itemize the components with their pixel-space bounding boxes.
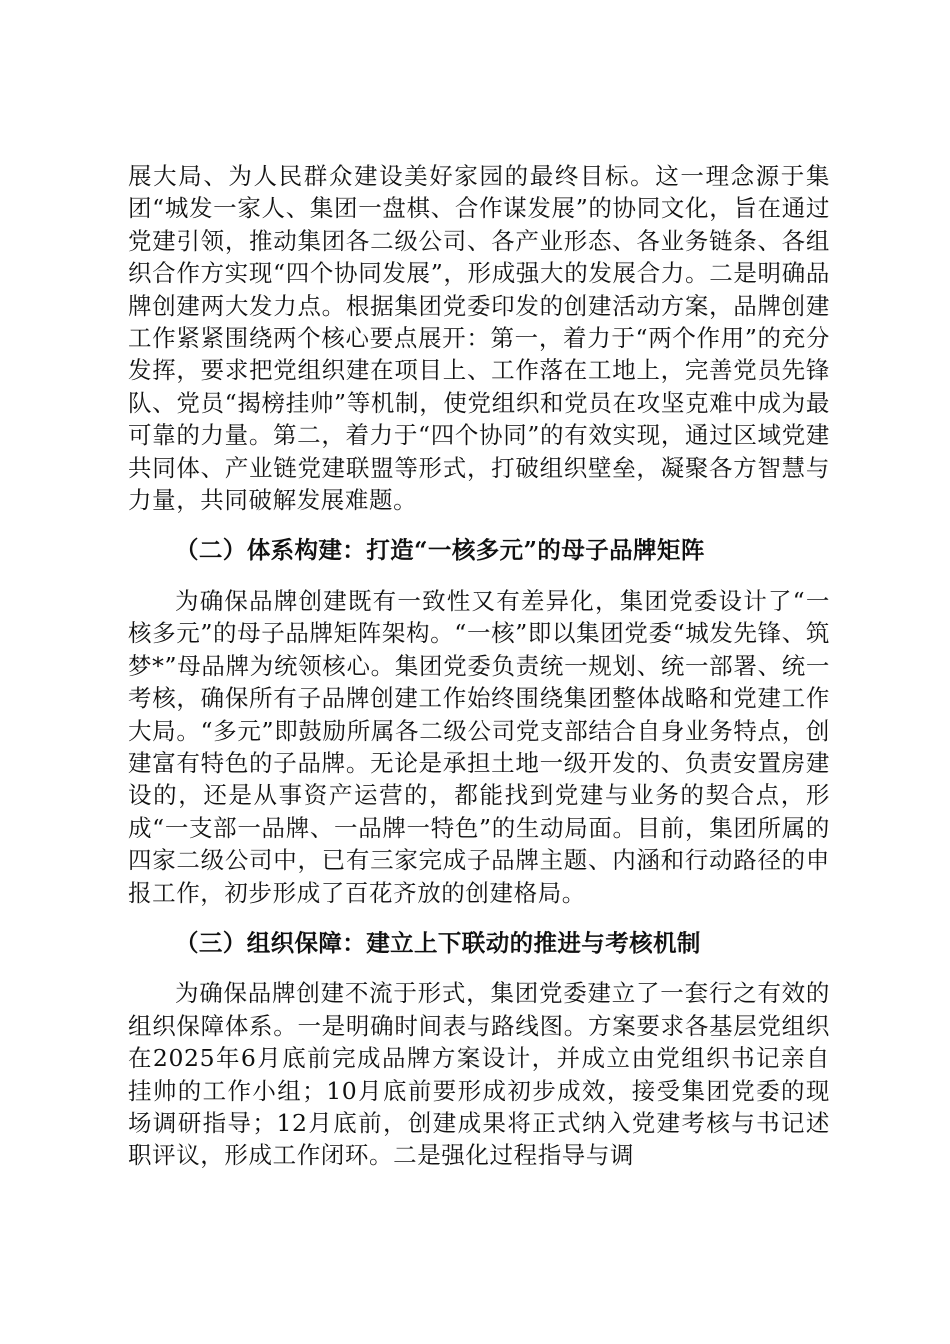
section-heading: （二）体系构建：打造“一核多元”的母子品牌矩阵 [175,536,705,565]
section-heading: （三）组织保障：建立上下联动的推进与考核机制 [175,928,701,957]
document-page [128,160,830,1172]
body-paragraph: 为确保品牌创建既有一致性又有差异化，集团党委设计了“一核多元”的母子品牌矩阵架构。“一核”即以集团党委“城发先锋、筑梦*”母品牌为统领核心。集团党委负责统一规划、统一部署、统一考核，确保所有子品牌创建工作始终围绕集团整体战略和党建工作大局。“多元”即鼓励所属各二级公司党支部结合自身业务特点，创建富有特色的子品牌。无论是承担土地一级开发的、负责安置房建设的，还是从事资产运营的，都能找到党建与业务的契合点，形成“一支部一品牌、一品牌一特色”的生动局面。目前，集团所属的四家二级公司中，已有三家完成子品牌主题、内涵和行动路径的申报工作，初步形成了百花齐放的创建格局。 [128,586,830,907]
body-paragraph: 展大局、为人民群众建设美好家园的最终目标。这一理念源于集团“城发一家人、集团一盘棋、合作谋发展”的协同文化，旨在通过党建引领，推动集团各二级公司、各产业形态、各业务链条、各组织合作方实现“四个协同发展”，形成强大的发展合力。二是明确品牌创建两大发力点。根据集团党委印发的创建活动方案，品牌创建工作紧紧围绕两个核心要点展开：第一，着力于“两个作用”的充分发挥，要求把党组织建在项目上、工作落在工地上，完善党员先锋队、党员“揭榜挂帅”等机制，使党组织和党员在攻坚克难中成为最可靠的力量。第二，着力于“四个协同”的有效实现，通过区域党建共同体、产业链党建联盟等形式，打破组织壁垒，凝聚各方智慧与力量，共同破解发展难题。 [128,162,830,515]
body-paragraph: 为确保品牌创建不流于形式，集团党委建立了一套行之有效的组织保障体系。一是明确时间表与路线图。方案要求各基层党组织在2025年6月底前完成品牌方案设计，并成立由党组织书记亲自挂帅的工作小组；10月底前要形成初步成效，接受集团党委的现场调研指导；12月底前，创建成果将正式纳入党建考核与书记述职评议，形成工作闭环。二是强化过程指导与调 [128,979,830,1170]
